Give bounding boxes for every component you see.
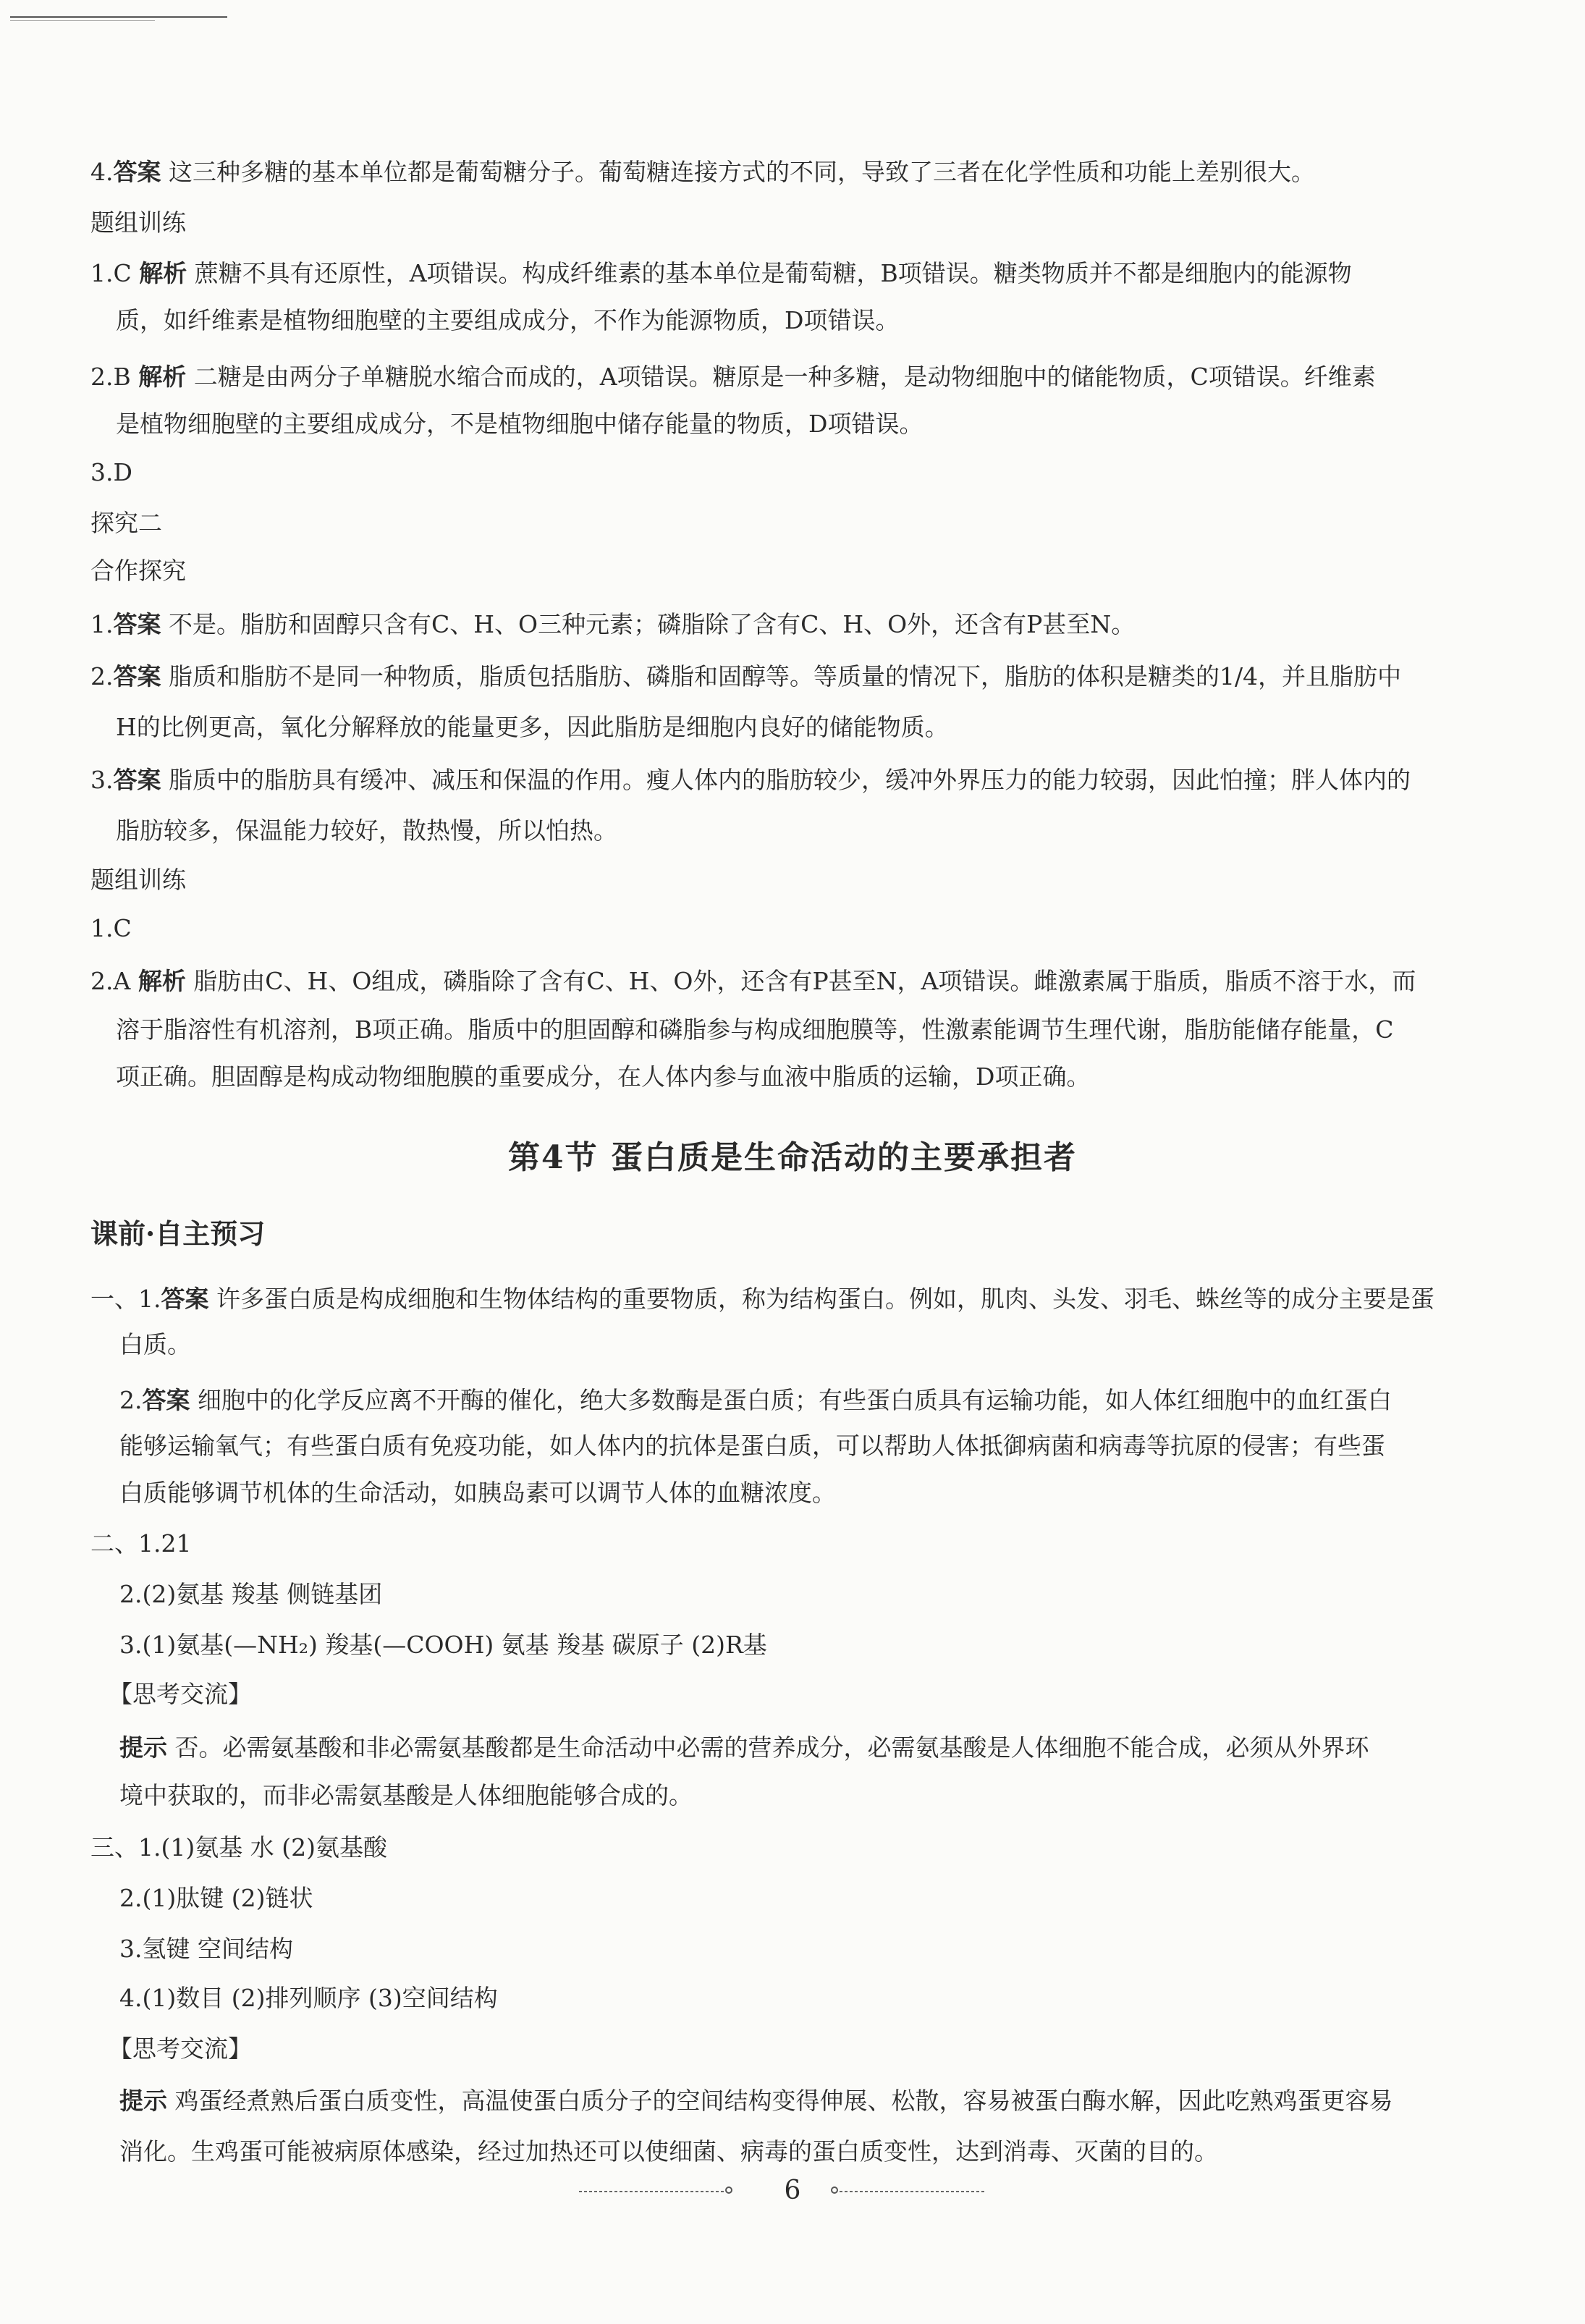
line-text: 合作探究 (90, 557, 186, 585)
line-text: 三、1.(1)氨基 水 (2)氨基酸 (90, 1833, 387, 1862)
text-line (116, 1060, 1505, 1094)
text-line (119, 1384, 1509, 1417)
line-text: 脂质和脂肪不是同一种物质，脂质包括脂肪、磷脂和固醇等。等质量的情况下，脂肪的体积是糖类的1/4，并且脂肪中 (161, 662, 1402, 690)
text-line (119, 1779, 1509, 1812)
text-line (109, 1678, 1498, 1711)
label-keyword: 答案 (113, 610, 161, 638)
text-line (90, 554, 1480, 588)
text-line (90, 660, 1480, 693)
line-text: 4. (90, 158, 114, 186)
line-text: 2.(1)肽键 (2)链状 (119, 1884, 313, 1912)
section-title: 第4节 蛋白质是生命活动的主要承担者 (508, 1139, 1077, 1176)
line-text: 2.A (90, 967, 138, 995)
text-line (90, 1527, 1480, 1560)
label-keyword: 答案 (113, 158, 161, 186)
line-text: 溶于脂溶性有机溶剂，B项正确。脂质中的胆固醇和磷脂参与构成细胞膜等，性激素能调节生理代谢，脂肪能储存能量，C (116, 1015, 1394, 1044)
line-text: 【思考交流】 (109, 2034, 252, 2063)
line-text: 3.D (90, 458, 132, 486)
label-keyword: 提示 (119, 1733, 167, 1762)
text-line (119, 1578, 1509, 1611)
line-text: 2.(2)氨基 羧基 侧链基团 (119, 1580, 383, 1608)
line-text: 项正确。胆固醇是构成动物细胞膜的重要成分，在人体内参与血液中脂质的运输，D项正确。 (116, 1062, 1091, 1091)
text-line (90, 360, 1480, 394)
text-line (90, 456, 1480, 489)
line-text: 4.(1)数目 (2)排列顺序 (3)空间结构 (119, 1984, 498, 2012)
text-line (116, 711, 1505, 744)
footer-dot-right (831, 2186, 838, 2194)
line-text: 1. (90, 610, 114, 638)
line-text: 脂肪由C、H、O组成，磷脂除了含有C、H、O外，还含有P甚至N，A项错误。雌激素属于脂质，脂质不溶于水，而 (185, 967, 1416, 995)
line-text: 一、1. (90, 1285, 161, 1313)
text-line (90, 863, 1480, 897)
text-line (119, 1476, 1509, 1510)
text-line (116, 1013, 1505, 1047)
line-text: 题组训练 (90, 208, 186, 237)
line-text: 3. (90, 766, 114, 794)
text-line (119, 1982, 1509, 2015)
label-keyword: 答案 (113, 662, 161, 690)
line-text: 二、1.21 (90, 1529, 192, 1558)
line-text: 白质能够调节机体的生命活动，如胰岛素可以调节人体的血糖浓度。 (119, 1479, 836, 1507)
line-text: 2. (119, 1386, 143, 1414)
text-line (116, 304, 1505, 337)
text-line (90, 1283, 1480, 1316)
text-line (119, 1932, 1509, 1966)
line-text: 3.(1)氨基(—NH₂) 羧基(—COOH) 氨基 羧基 碳原子 (2)R基 (119, 1631, 767, 1659)
text-line (119, 1882, 1509, 1915)
line-text: H的比例更高，氧化分解释放的能量更多，因此脂肪是细胞内良好的储能物质。 (116, 713, 949, 741)
line-text: 二糖是由两分子单糖脱水缩合而成的，A项错误。糖原是一种多糖，是动物细胞中的储能物质，C项错误。纤维素 (186, 363, 1376, 391)
text-line (90, 764, 1480, 797)
text-line (119, 1731, 1509, 1765)
page-number: 6 (784, 2176, 801, 2205)
line-text: 不是。脂肪和固醇只含有C、H、O三种元素；磷脂除了含有C、H、O外，还含有P甚至N。 (161, 610, 1136, 638)
line-text: 许多蛋白质是构成细胞和生物体结构的重要物质，称为结构蛋白。例如，肌肉、头发、羽毛、蛛丝等的成分主要是蛋 (208, 1285, 1434, 1313)
text-line (109, 2032, 1498, 2066)
line-text: 是植物细胞壁的主要组成成分，不是植物细胞中储存能量的物质，D项错误。 (116, 410, 923, 438)
text-line (90, 206, 1480, 240)
line-text: 细胞中的化学反应离不开酶的催化，绝大多数酶是蛋白质；有些蛋白质具有运输功能，如人体红细胞中的血红蛋白 (190, 1386, 1392, 1414)
line-text: 否。必需氨基酸和非必需氨基酸都是生命活动中必需的营养成分，必需氨基酸是人体细胞不能合成，必须从外界环 (167, 1733, 1369, 1762)
line-text: 3.氢键 空间结构 (119, 1935, 293, 1963)
line-text: 2. (90, 662, 114, 690)
line-text: 题组训练 (90, 866, 186, 894)
text-line (90, 912, 1480, 945)
text-line (119, 1628, 1509, 1662)
line-text: 这三种多糖的基本单位都是葡萄糖分子。葡萄糖连接方式的不同，导致了三者在化学性质和功能上差别很大。 (161, 158, 1315, 186)
subsection-heading: 课前·自主预习 (90, 1217, 266, 1250)
text-line (119, 2084, 1509, 2118)
text-line (119, 1328, 1509, 1361)
text-line (90, 608, 1480, 641)
line-text: 1.C (90, 914, 132, 942)
text-line (116, 407, 1505, 441)
line-text: 探究二 (90, 509, 162, 537)
text-line (119, 2135, 1509, 2168)
label-keyword: 解析 (139, 259, 187, 287)
line-text: 脂质中的脂肪具有缓冲、减压和保温的作用。瘦人体内的脂肪较少，缓冲外界压力的能力较弱，因此怕撞；胖人体内的 (161, 766, 1411, 794)
footer-rule-right (840, 2191, 984, 2192)
line-text: 境中获取的，而非必需氨基酸是人体细胞能够合成的。 (119, 1781, 693, 1809)
label-keyword: 答案 (113, 766, 161, 794)
text-line (119, 1429, 1509, 1463)
line-text: 白质。 (119, 1330, 191, 1359)
line-text: 鸡蛋经煮熟后蛋白质变性，高温使蛋白质分子的空间结构变得伸展、松散，容易被蛋白酶水解，因此吃熟鸡蛋更容易 (167, 2087, 1393, 2115)
line-text: 1.C (90, 259, 140, 287)
line-text: 2.B (90, 363, 139, 391)
line-text: 蔗糖不具有还原性，A项错误。构成纤维素的基本单位是葡萄糖，B项错误。糖类物质并不都是细胞内的能源物 (187, 259, 1352, 287)
line-text: 质，如纤维素是植物细胞壁的主要组成成分，不作为能源物质，D项错误。 (116, 306, 900, 334)
text-line (90, 507, 1480, 540)
line-text: 能够运输氧气；有些蛋白质有免疫功能，如人体内的抗体是蛋白质，可以帮助人体抵御病菌和病毒等抗原的侵害；有些蛋 (119, 1432, 1385, 1460)
text-line (116, 814, 1505, 848)
label-keyword: 答案 (142, 1386, 190, 1414)
line-text: 【思考交流】 (109, 1680, 252, 1708)
label-keyword: 解析 (138, 363, 187, 391)
header-rule-thin (10, 20, 155, 21)
text-line (90, 156, 1480, 189)
text-line (90, 965, 1480, 998)
label-keyword: 解析 (138, 967, 186, 995)
header-rule (10, 16, 227, 18)
text-line (90, 1831, 1480, 1864)
label-keyword: 答案 (161, 1285, 209, 1313)
text-line (90, 257, 1480, 290)
line-text: 脂肪较多，保温能力较好，散热慢，所以怕热。 (116, 816, 617, 845)
label-keyword: 提示 (119, 2087, 167, 2115)
line-text: 消化。生鸡蛋可能被病原体感染，经过加热还可以使细菌、病毒的蛋白质变性，达到消毒、灭菌的目的。 (119, 2137, 1218, 2165)
